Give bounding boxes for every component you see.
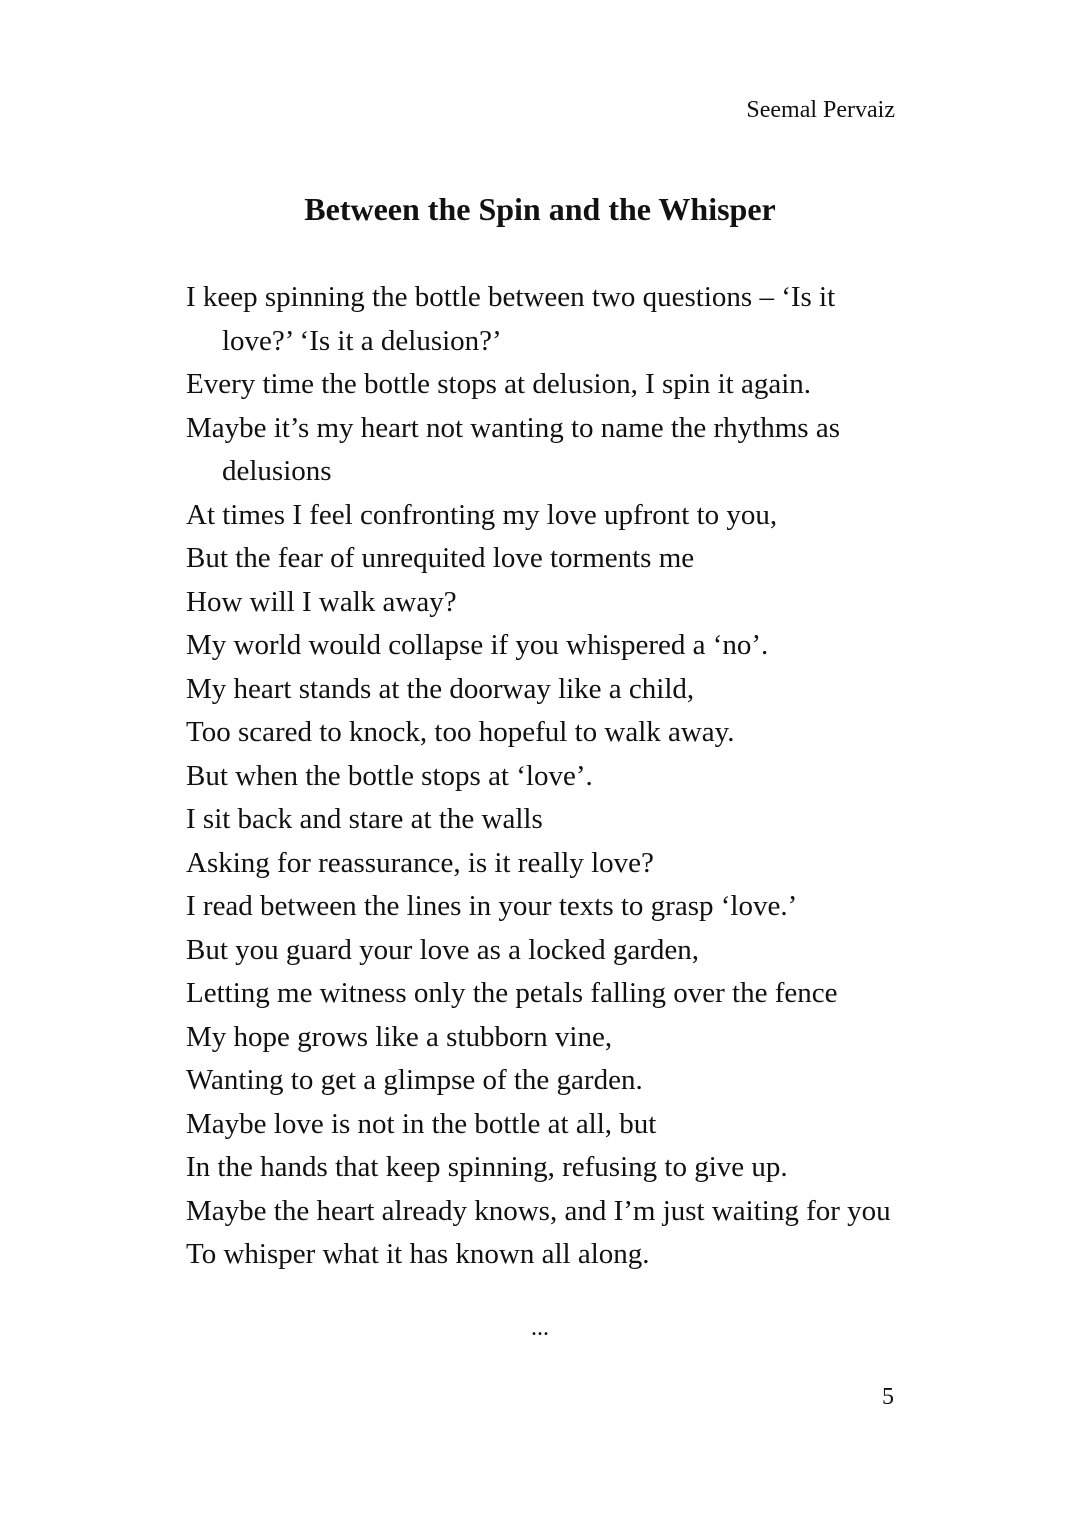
running-header-author: Seemal Pervaiz: [746, 97, 895, 123]
poem-line: But when the bottle stops at ‘love’.: [186, 759, 593, 792]
poem-line: Maybe it’s my heart not wanting to name the rhythms as delusions: [186, 411, 840, 487]
section-break: ...: [531, 1315, 549, 1341]
poem-line: Every time the bottle stops at delusion, I spin it again.: [186, 368, 812, 400]
poem-line: Asking for reassurance, is it really love?: [186, 846, 654, 879]
poem-line: To whisper what it has known all along.: [186, 1238, 650, 1270]
poem-line: At times I feel confronting my love upfront to you,: [186, 498, 778, 531]
poem-title: Between the Spin and the Whisper: [304, 191, 776, 227]
poem-line: My heart stands at the doorway like a child,: [186, 672, 695, 705]
poem-line: My world would collapse if you whispered a ‘no’.: [186, 629, 769, 661]
poem-line: Letting me witness only the petals falling over the fence: [186, 977, 838, 1009]
poem-line: I read between the lines in your texts to grasp ‘love.’: [186, 890, 798, 922]
poem-line: But you guard your love as a locked garden,: [186, 933, 699, 966]
page-number: 5: [882, 1384, 894, 1410]
poem-body: [186, 276, 906, 1277]
poem-line: I sit back and stare at the walls: [186, 803, 543, 835]
poem-line: How will I walk away?: [186, 585, 457, 618]
poem-line: Wanting to get a glimpse of the garden.: [186, 1064, 643, 1096]
poem-line: Maybe the heart already knows, and I’m just waiting for you: [186, 1194, 891, 1227]
poem-line: I keep spinning the bottle between two questions – ‘Is it love?’ ‘Is it a delusion?’: [186, 281, 836, 357]
poem-line: Too scared to knock, too hopeful to walk away.: [186, 716, 735, 748]
poem-line: But the fear of unrequited love torments me: [186, 542, 695, 574]
poem-line: My hope grows like a stubborn vine,: [186, 1020, 613, 1053]
poem-line: Maybe love is not in the bottle at all, but: [186, 1107, 657, 1140]
poem-line: In the hands that keep spinning, refusing to give up.: [186, 1151, 788, 1183]
